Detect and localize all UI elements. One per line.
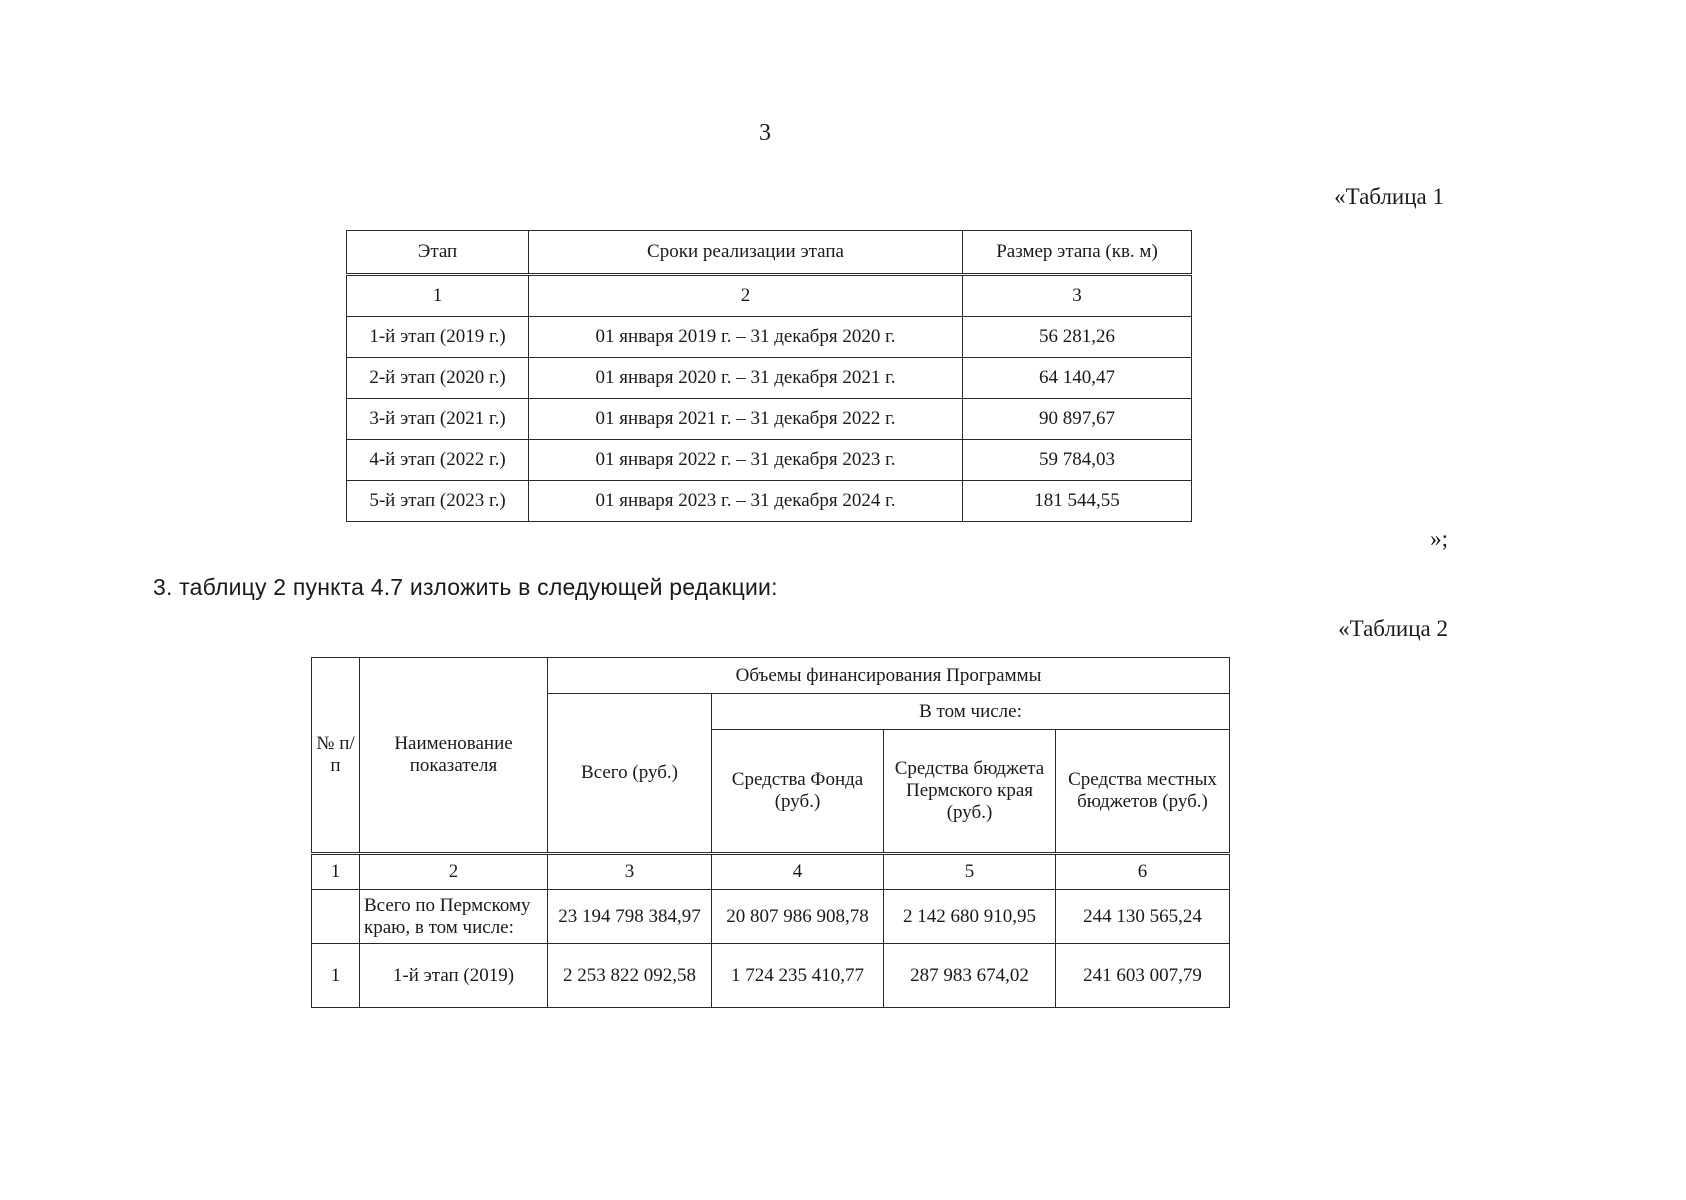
stages-table: [346, 230, 1192, 522]
column-header-period: Сроки реализации этапа: [529, 231, 963, 275]
header-row-1: [312, 658, 1230, 694]
regional-cell: 287 983 674,02: [884, 944, 1056, 1008]
local-cell: 244 130 565,24: [1056, 890, 1230, 944]
total-cell: 23 194 798 384,97: [548, 890, 712, 944]
table-2-caption: «Таблица 2: [1338, 616, 1448, 641]
stage-cell: 4-й этап (2022 г.): [347, 440, 529, 481]
table-row: [347, 317, 1192, 358]
column-number: 3: [963, 275, 1192, 317]
indicator-name-cell: Всего по Пермскому краю, в том числе:: [360, 890, 548, 944]
column-header-num: № п/п: [312, 658, 360, 854]
size-cell: 56 281,26: [963, 317, 1192, 358]
period-cell: 01 января 2020 г. – 31 декабря 2021 г.: [529, 358, 963, 399]
column-number: 3: [548, 854, 712, 890]
table-row: [347, 440, 1192, 481]
local-cell: 241 603 007,79: [1056, 944, 1230, 1008]
table-1-caption: «Таблица 1: [1334, 184, 1444, 209]
regional-cell: 2 142 680 910,95: [884, 890, 1056, 944]
table-1-closing-mark: »;: [1430, 526, 1448, 551]
column-number: 4: [712, 854, 884, 890]
column-number: 1: [347, 275, 529, 317]
table-row: [347, 481, 1192, 522]
column-header-local: Средства местных бюджетов (руб.): [1056, 730, 1230, 854]
table-row: [347, 399, 1192, 440]
row-number-cell: 1: [312, 944, 360, 1008]
stage-cell: 3-й этап (2021 г.): [347, 399, 529, 440]
stage-cell: 2-й этап (2020 г.): [347, 358, 529, 399]
column-number-row: [347, 275, 1192, 317]
funding-table: [311, 657, 1230, 1008]
table-row: [347, 358, 1192, 399]
column-number: 2: [360, 854, 548, 890]
column-header-total: Всего (руб.): [548, 694, 712, 854]
row-number-cell: [312, 890, 360, 944]
table-row: [312, 890, 1230, 944]
fund-cell: 20 807 986 908,78: [712, 890, 884, 944]
column-header-stage: Этап: [347, 231, 529, 275]
column-number-row: [312, 854, 1230, 890]
indicator-name-cell: 1-й этап (2019): [360, 944, 548, 1008]
period-cell: 01 января 2019 г. – 31 декабря 2020 г.: [529, 317, 963, 358]
period-cell: 01 января 2021 г. – 31 декабря 2022 г.: [529, 399, 963, 440]
fund-cell: 1 724 235 410,77: [712, 944, 884, 1008]
column-group-including: В том числе:: [712, 694, 1230, 730]
column-number: 6: [1056, 854, 1230, 890]
size-cell: 64 140,47: [963, 358, 1192, 399]
stage-cell: 1-й этап (2019 г.): [347, 317, 529, 358]
table-header-row: [347, 231, 1192, 275]
column-number: 5: [884, 854, 1056, 890]
size-cell: 181 544,55: [963, 481, 1192, 522]
amendment-paragraph: 3. таблицу 2 пункта 4.7 изложить в следующей редакции:: [153, 574, 778, 600]
page-number: 3: [759, 120, 771, 146]
period-cell: 01 января 2022 г. – 31 декабря 2023 г.: [529, 440, 963, 481]
column-number: 1: [312, 854, 360, 890]
column-header-regional: Средства бюджета Пермского края (руб.): [884, 730, 1056, 854]
size-cell: 59 784,03: [963, 440, 1192, 481]
period-cell: 01 января 2023 г. – 31 декабря 2024 г.: [529, 481, 963, 522]
column-group-funding: Объемы финансирования Программы: [548, 658, 1230, 694]
column-number: 2: [529, 275, 963, 317]
column-header-name: Наименование показателя: [360, 658, 548, 854]
total-cell: 2 253 822 092,58: [548, 944, 712, 1008]
stage-cell: 5-й этап (2023 г.): [347, 481, 529, 522]
column-header-fund: Средства Фонда (руб.): [712, 730, 884, 854]
size-cell: 90 897,67: [963, 399, 1192, 440]
column-header-size: Размер этапа (кв. м): [963, 231, 1192, 275]
table-row: [312, 944, 1230, 1008]
